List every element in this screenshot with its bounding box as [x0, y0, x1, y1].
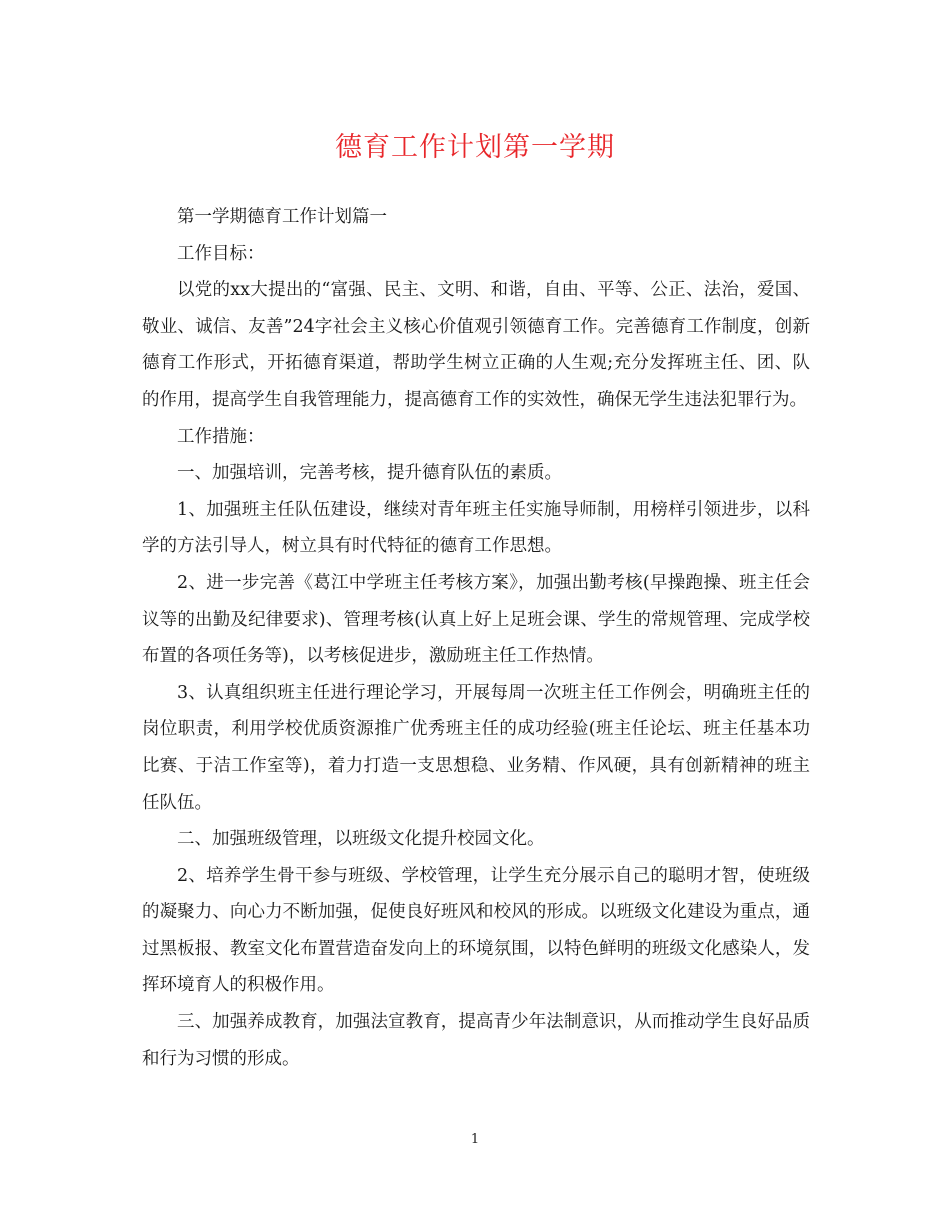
section-one-item-3: 3、认真组织班主任进行理论学习，开展每周一次班主任工作例会，明确班主任的岗位职责，利用学校优质资源推广优秀班主任的成功经验(班主任论坛、班主任基本功比赛、于洁工作室等)，着力打造一支思想稳、业务精、作风硬，具有创新精神的班主任队伍。: [142, 682, 810, 813]
measures-heading: 工作措施：: [177, 426, 265, 447]
section-one-item-2: 2、进一步完善《葛江中学班主任考核方案》，加强出勤考核(早操跑操、班主任会议等的出勤及纪律要求)、管理考核(认真上好上足班会课、学生的常规管理、完成学校布置的各项任务等)，以考核促进步，激励班主任工作热情。: [142, 572, 810, 667]
document-title: 德育工作计划第一学期: [335, 132, 615, 163]
section-two-item-2: 2、培养学生骨干参与班级、学校管理，让学生充分展示自己的聪明才智，使班级的凝聚力、向心力不断加强，促使良好班风和校风的形成。以班级文化建设为重点，通过黑板报、教室文化布置营造奋发向上的环境氛围，以特色鲜明的班级文化感染人，发挥环境育人的积极作用。: [142, 865, 810, 996]
subtitle-paragraph: 第一学期德育工作计划篇一: [177, 207, 387, 227]
document-body: [142, 199, 810, 1077]
section-one-item-1: 1、加强班主任队伍建设，继续对青年班主任实施导师制，用榜样引领进步，以科学的方法引导人，树立具有时代特征的德育工作思想。: [142, 499, 810, 557]
goal-paragraph: 以党的xx大提出的“富强、民主、文明、和谐，自由、平等、公正、法治，爱国、敬业、诚信、友善”24字社会主义核心价值观引领德育工作。完善德育工作制度，创新德育工作形式，开拓德育渠道，帮助学生树立正确的人生观;充分发挥班主任、团、队的作用，提高学生自我管理能力，提高德育工作的实效性，确保无学生违法犯罪行为。: [142, 280, 810, 410]
section-three-heading: 三、加强养成教育，加强法宣教育，提高青少年法制意识，从而推动学生良好品质和行为习惯的形成。: [142, 1012, 810, 1069]
section-one-heading: 一、加强培训，完善考核，提升德育队伍的素质。: [177, 463, 562, 484]
section-two-heading: 二、加强班级管理，以班级文化提升校园文化。: [177, 829, 545, 850]
page-number: 1: [470, 1132, 480, 1147]
goal-heading: 工作目标：: [177, 243, 265, 264]
